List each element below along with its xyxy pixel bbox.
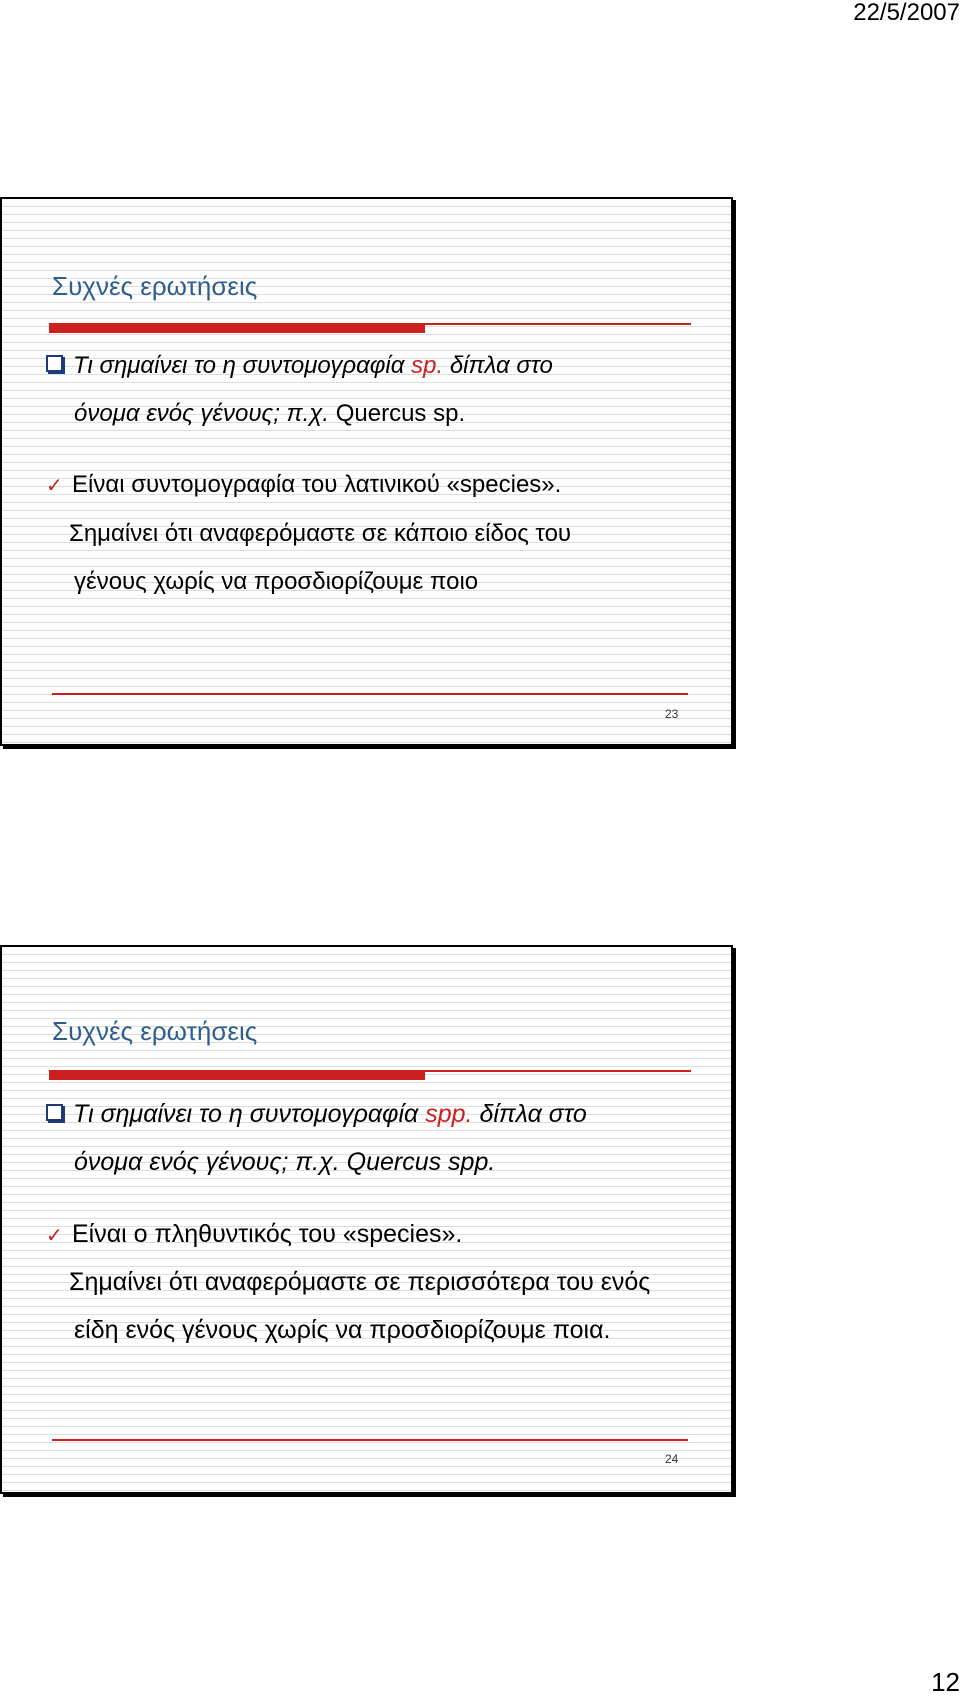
- page-date: 22/5/2007: [853, 0, 960, 26]
- question-text: Τι σημαίνει το η συντομογραφία: [73, 1100, 419, 1128]
- slide-title: Συχνές ερωτήσεις: [52, 1016, 258, 1046]
- abbreviation: sp.: [411, 352, 444, 379]
- answer-line-2: Σημαίνει ότι αναφερόμαστε σε κάποιο είδος του: [69, 520, 572, 547]
- question-line-1: [46, 352, 553, 380]
- title-underline-thick: [49, 325, 425, 333]
- slide-24: [0, 945, 733, 1494]
- question-line-2: [74, 400, 465, 428]
- answer-line-1: [46, 1220, 462, 1249]
- slide-footer-line: [52, 1439, 688, 1441]
- slide-title: Συχνές ερωτήσεις: [52, 271, 258, 301]
- answer-line-1: [46, 471, 561, 499]
- slide-23: [0, 197, 733, 746]
- answer-text: Είναι συντομογραφία του λατινικού «species».: [72, 471, 562, 498]
- slide-number: 24: [665, 1452, 679, 1466]
- square-bullet-icon: [46, 355, 63, 372]
- checkmark-icon: ✓: [46, 473, 63, 497]
- question-text: δίπλα στο: [449, 352, 553, 379]
- abbreviation: spp.: [425, 1100, 473, 1128]
- question-text: Τι σημαίνει το η συντομογραφία: [73, 352, 405, 379]
- answer-line-3: είδη ενός γένους χωρίς να προσδιορίζουμε ποια.: [74, 1316, 611, 1344]
- answer-line-3: γένους χωρίς να προσδιορίζουμε ποιο: [74, 568, 479, 595]
- title-underline-thick: [49, 1072, 425, 1080]
- question-text: sp.: [426, 400, 466, 427]
- checkmark-icon: ✓: [46, 1223, 63, 1247]
- genus-name: Quercus: [335, 400, 427, 427]
- question-text: δίπλα στο: [479, 1100, 587, 1128]
- question-text: όνομα ενός γένους; π.χ.: [74, 400, 336, 427]
- question-line-2: όνομα ενός γένους; π.χ. Quercus spp.: [74, 1148, 496, 1176]
- question-line-1: [46, 1100, 587, 1128]
- answer-line-2: Σημαίνει ότι αναφερόμαστε σε περισσότερα του ενός: [69, 1268, 651, 1296]
- page-number: 12: [931, 1667, 960, 1697]
- slide-footer-line: [52, 693, 688, 695]
- square-bullet-icon: [46, 1104, 63, 1121]
- slide-number: 23: [665, 707, 679, 721]
- answer-text: Είναι ο πληθυντικός του «species».: [72, 1220, 463, 1248]
